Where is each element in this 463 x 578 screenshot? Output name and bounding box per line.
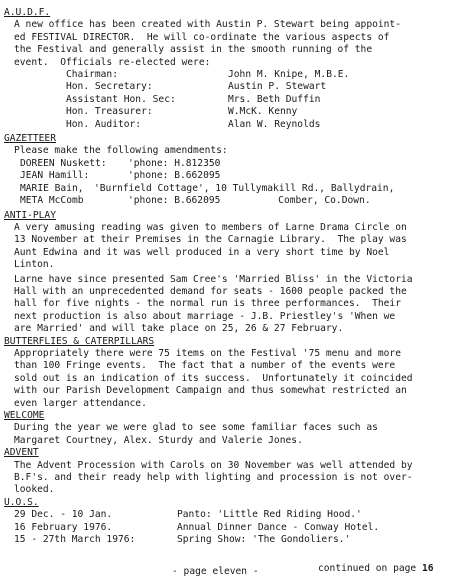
- antiplay-line: A very amusing reading was given to members of Larne Drama Circle on: [14, 221, 407, 233]
- uos-event-row: [4, 522, 449, 534]
- antiplay-line: Hall with an unprecedented demand for seats - 1600 people packed the: [14, 285, 407, 297]
- continued-page-number: 16: [421, 563, 434, 574]
- uos-event-row: [4, 534, 449, 546]
- official-role: Assistant Hon. Sec:: [66, 93, 176, 105]
- uos-event-row: [4, 509, 449, 521]
- official-name: John M. Knipe, M.B.E.: [228, 69, 350, 81]
- gazetteer-entry: [4, 195, 449, 207]
- advent-line: looked.: [14, 484, 55, 496]
- gazetteer-detail: 'phone: B.662095 Comber, Co.Down.: [128, 195, 371, 207]
- gazetteer-detail: 'Burnfield Cottage', 10 Tullymakill Rd., Ballydrain,: [94, 182, 395, 194]
- welcome-line: Margaret Courtney, Alex. Sturdy and Valerie Jones.: [14, 434, 303, 446]
- uos-event-title: Spring Show: 'The Gondoliers.': [177, 534, 351, 546]
- official-row: [4, 106, 449, 118]
- antiplay-line: Larne have since presented Sam Cree's 'Married Bliss' in the Victoria: [14, 273, 413, 285]
- official-role: Hon. Auditor:: [66, 118, 142, 130]
- gazetteer-detail: 'phone: B.662095: [128, 170, 221, 182]
- page-number-label: - page eleven -: [172, 566, 259, 577]
- official-row: [4, 119, 449, 131]
- butterflies-line: sold out is an indication of its success. Unfortunately it coincided: [14, 372, 413, 384]
- antiplay-line: 13 November at their Premises in the Carnagie Library. The play was: [14, 234, 407, 246]
- gazetteer-intro: Please make the following amendments:: [14, 145, 228, 157]
- uos-event-date: 16 February 1976.: [14, 521, 113, 533]
- gazetteer-name: MARIE Bain,: [20, 182, 84, 194]
- butterflies-line: than 100 Fringe events. The fact that a number of the events were: [14, 360, 396, 372]
- official-row: [4, 69, 449, 81]
- antiplay-heading: ANTI-PLAY: [4, 209, 56, 221]
- advent-line: B.F's. and their ready help with lighting and procession is not over-: [14, 472, 413, 484]
- gazetteer-entry: [4, 170, 449, 182]
- gazetteer-entry: [4, 183, 449, 195]
- gazetteer-entry: [4, 158, 449, 170]
- official-name: Austin P. Stewart: [228, 81, 327, 93]
- antiplay-line: Aunt Edwina and it was well produced in a very short time by Noel: [14, 246, 390, 258]
- official-role: Hon. Secretary:: [66, 81, 153, 93]
- uos-heading: U.O.S.: [4, 496, 39, 508]
- official-row: [4, 94, 449, 106]
- audf-body-line: the Festival and generally assist in the smooth running of the: [14, 44, 373, 56]
- audf-body-line: event. Officials re-elected were:: [14, 56, 211, 68]
- antiplay-line: are Married' and will take place on 25, 26 & 27 February.: [14, 323, 344, 335]
- gazetteer-detail: 'phone: H.812350: [128, 157, 221, 169]
- official-name: Mrs. Beth Duffin: [228, 93, 321, 105]
- butterflies-line: even larger attendance.: [14, 397, 147, 409]
- antiplay-line: next production is also about marriage - J.B. Priestley's 'When we: [14, 310, 396, 322]
- gazetteer-heading: GAZETTEER: [4, 133, 56, 145]
- antiplay-line: Linton.: [14, 259, 55, 271]
- uos-event-date: 15 - 27th March 1976:: [14, 534, 136, 546]
- audf-body-line: A new office has been created with Austin P. Stewart being appoint-: [14, 19, 401, 31]
- advent-heading: ADVENT: [4, 447, 39, 459]
- uos-event-date: 29 Dec. - 10 Jan.: [14, 509, 113, 521]
- antiplay-line: hall for five nights - the normal run is three performances. Their: [14, 298, 401, 310]
- uos-event-title: Annual Dinner Dance - Conway Hotel.: [177, 521, 380, 533]
- gazetteer-name: DOREEN Nuskett:: [20, 157, 107, 169]
- welcome-heading: WELCOME: [4, 410, 45, 421]
- welcome-line: During the year we were glad to see some familiar faces such as: [14, 422, 378, 434]
- butterflies-line: Appropriately there were 75 items on the Festival '75 menu and more: [14, 347, 401, 359]
- official-row: [4, 81, 449, 93]
- butterflies-heading: BUTTERFLIES & CATERPILLARS: [4, 335, 155, 347]
- butterflies-line: with our Parish Development Campaign and thus somewhat restricted an: [14, 385, 407, 397]
- audf-heading: A.U.D.F.: [4, 7, 51, 18]
- gazetteer-name: JEAN Hamill:: [20, 170, 90, 182]
- uos-event-title: Panto: 'Little Red Riding Hood.': [177, 509, 362, 521]
- advent-line: The Advent Procession with Carols on 30 November was well attended by: [14, 459, 413, 471]
- continued-text: continued on page: [318, 563, 417, 574]
- audf-body-line: ed FESTIVAL DIRECTOR. He will co-ordinate the various aspects of: [14, 31, 390, 43]
- official-name: W.McK. Kenny: [228, 106, 298, 118]
- official-role: Hon. Treasurer:: [66, 106, 153, 118]
- official-role: Chairman:: [66, 69, 118, 81]
- officials-list: [4, 69, 449, 131]
- official-name: Alan W. Reynolds: [228, 118, 321, 130]
- gazetteer-name: META McComb: [20, 195, 84, 207]
